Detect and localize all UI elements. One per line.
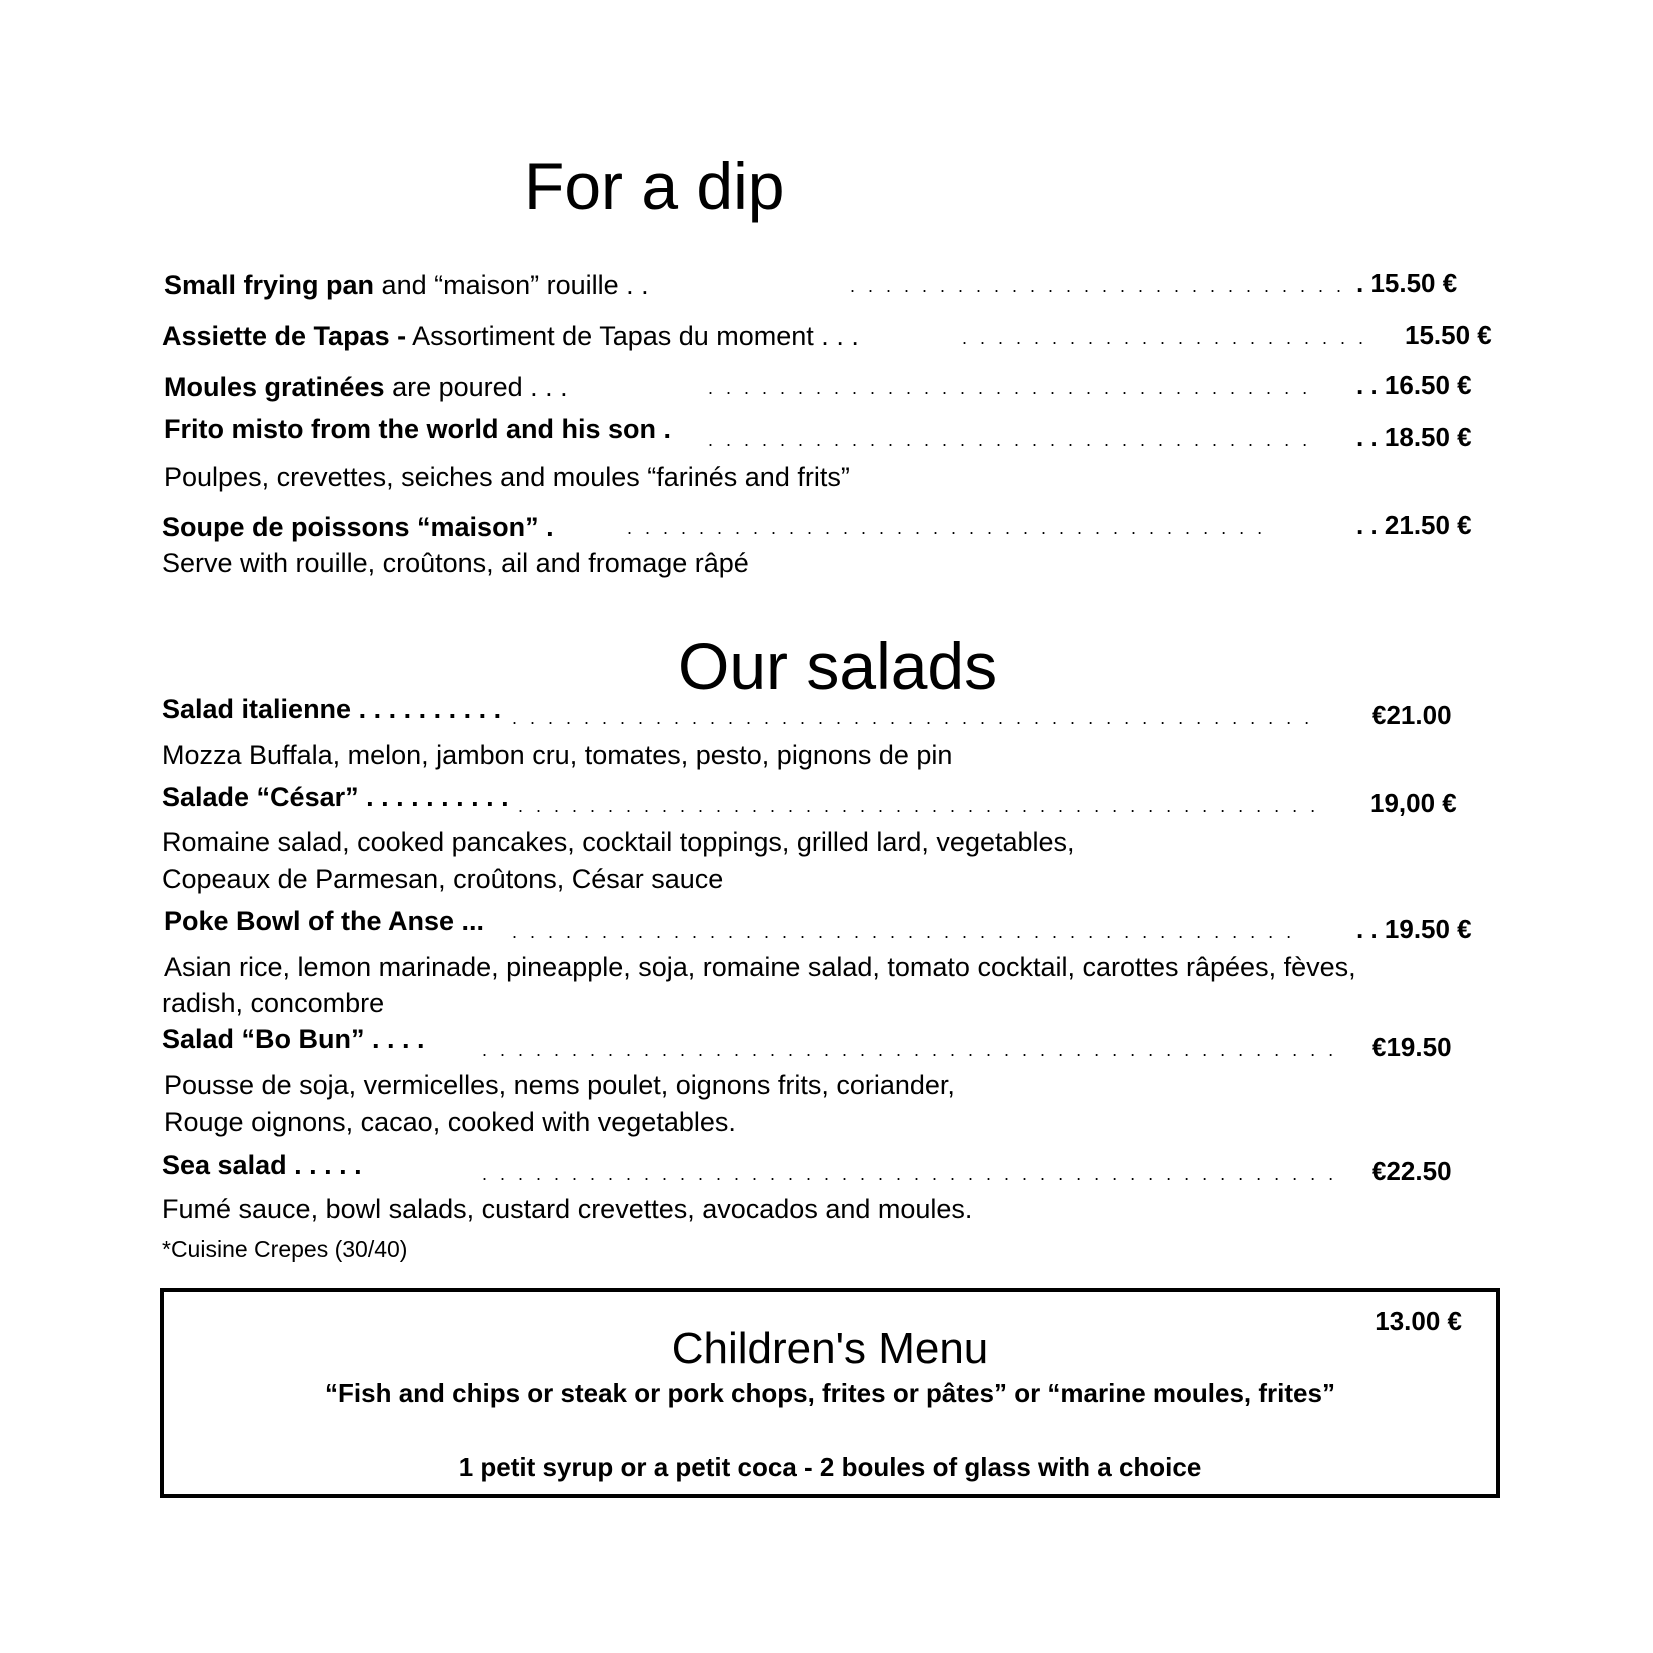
item-name: Small frying pan xyxy=(164,270,375,300)
dot-leader: . . . . . . . . . . . . . . . . . . . . . . . . . . . . . . . . . . . . . . . . . . . . . . . . xyxy=(482,1040,1338,1060)
dot-leader: . . . . . . . . . . . . . . . . . . . . . . . xyxy=(962,328,1368,348)
item-description: Fumé sauce, bowl salads, custard crevettes, avocados and moules. xyxy=(162,1194,973,1224)
item-detail: are poured . . . xyxy=(384,372,568,402)
item-description: Mozza Buffala, melon, jambon cru, tomates, pesto, pignons de pin xyxy=(162,740,953,770)
item-name: Moules gratinées xyxy=(164,372,385,402)
item-detail: and “maison” rouille . . xyxy=(374,270,649,300)
item-description: Serve with rouille, croûtons, ail and fromage râpé xyxy=(162,548,749,578)
item-price: . . 19.50 € xyxy=(1356,914,1472,944)
item-price: €22.50 xyxy=(1372,1156,1452,1186)
item-detail: Assortiment de Tapas du moment . . . xyxy=(406,321,859,351)
kids-price: 13.00 € xyxy=(1375,1306,1462,1336)
menu-item-assiette-de-tapas xyxy=(162,321,859,352)
menu-item-moules-gratinees xyxy=(164,372,568,403)
item-description: Poulpes, crevettes, seiches and moules “farinés and frits” xyxy=(164,462,850,492)
item-name: Frito misto from the world and his son . xyxy=(164,414,672,444)
item-name: Poke Bowl of the Anse ... xyxy=(164,906,485,936)
menu-item-soupe-de-poissons xyxy=(162,512,554,543)
item-name: Soupe de poissons “maison” . xyxy=(162,512,554,542)
item-name: Sea salad . . . . . xyxy=(162,1150,362,1180)
item-description: Asian rice, lemon marinade, pineapple, soja, romaine salad, tomato cocktail, carottes râpées, fèves, xyxy=(164,952,1356,982)
item-price: . 15.50 € xyxy=(1356,268,1458,298)
menu-item-small-frying-pan xyxy=(164,270,649,301)
menu-item-salad-italienne xyxy=(162,694,501,725)
item-price: €21.00 xyxy=(1372,700,1452,730)
menu-item-sea-salad xyxy=(162,1150,362,1181)
dot-leader: . . . . . . . . . . . . . . . . . . . . . . . . . . . . . . . . . . xyxy=(708,430,1312,450)
menu-item-poke-bowl xyxy=(164,906,484,937)
item-price: . . 21.50 € xyxy=(1356,510,1472,540)
dot-leader: . . . . . . . . . . . . . . . . . . . . . . . . . . . . xyxy=(850,276,1346,296)
item-price: 19,00 € xyxy=(1370,788,1457,818)
dot-leader: . . . . . . . . . . . . . . . . . . . . . . . . . . . . . . . . . . . . xyxy=(627,518,1267,538)
dot-leader: . . . . . . . . . . . . . . . . . . . . . . . . . . . . . . . . . . . . . . . . . . . . . xyxy=(512,708,1314,728)
dot-leader: . . . . . . . . . . . . . . . . . . . . . . . . . . . . . . . . . . . . . . . . . . . . . xyxy=(518,796,1320,816)
kids-option-2: 1 petit syrup or a petit coca - 2 boules of glass with a choice xyxy=(458,1452,1202,1482)
item-description: Rouge oignons, cacao, cooked with vegetables. xyxy=(164,1107,736,1137)
kids-option-1: “Fish and chips or steak or pork chops, frites or pâtes” or “marine moules, frites” xyxy=(325,1378,1335,1408)
menu-item-salade-cesar xyxy=(162,782,509,813)
item-name: Assiette de Tapas - xyxy=(162,321,407,351)
menu-item-salad-bo-bun xyxy=(162,1024,425,1055)
item-name: Salad italienne . . . . . . . . . . xyxy=(162,694,502,724)
section-title-salads: Our salads xyxy=(678,629,998,703)
item-price: 15.50 € xyxy=(1405,320,1492,350)
childrens-menu-box xyxy=(160,1288,1500,1498)
item-description: Romaine salad, cooked pancakes, cocktail toppings, grilled lard, vegetables, xyxy=(162,827,1075,857)
item-price: . . 18.50 € xyxy=(1356,422,1472,452)
dot-leader: . . . . . . . . . . . . . . . . . . . . . . . . . . . . . . . . . . xyxy=(708,378,1312,398)
kids-title: Children's Menu xyxy=(671,1324,989,1373)
item-price: . . 16.50 € xyxy=(1356,370,1472,400)
item-name: Salade “César” . . . . . . . . . . xyxy=(162,782,509,812)
item-description: Copeaux de Parmesan, croûtons, César sauce xyxy=(162,864,724,894)
item-description: Pousse de soja, vermicelles, nems poulet, oignons frits, coriander, xyxy=(164,1070,955,1100)
item-price: €19.50 xyxy=(1372,1032,1452,1062)
menu-item-frito-misto xyxy=(164,414,671,445)
item-name: Salad “Bo Bun” . . . . xyxy=(162,1024,425,1054)
footnote: *Cuisine Crepes (30/40) xyxy=(162,1236,408,1262)
dot-leader: . . . . . . . . . . . . . . . . . . . . . . . . . . . . . . . . . . . . . . . . . . . . . . . . xyxy=(482,1164,1338,1184)
item-description: radish, concombre xyxy=(162,988,385,1018)
section-title-dip: For a dip xyxy=(524,149,785,223)
dot-leader: . . . . . . . . . . . . . . . . . . . . . . . . . . . . . . . . . . . . . . . . . . . . xyxy=(512,922,1296,942)
